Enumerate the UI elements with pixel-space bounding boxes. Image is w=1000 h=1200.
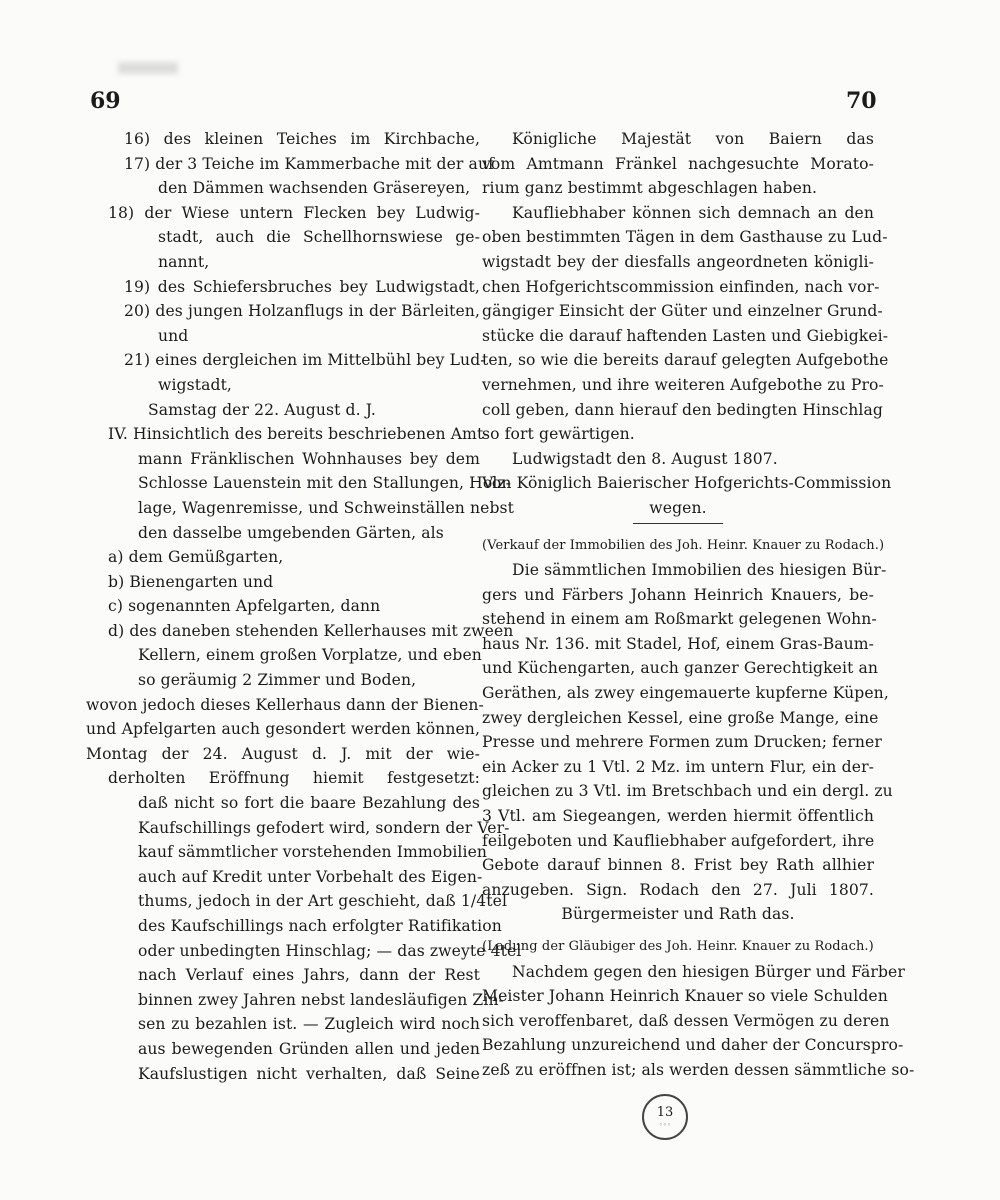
- notice-signature: Bürgermeister und Rath das.: [561, 905, 795, 924]
- text-line: Kaufslustigen nicht verhalten, daß Seine: [138, 1064, 480, 1083]
- text-line: des Kaufschillings nach erfolgter Ratifikation: [138, 917, 502, 935]
- text-line: 17) der 3 Teiche im Kammerbache mit der auf: [124, 154, 494, 173]
- text-line: den dasselbe umgebenden Gärten, als: [138, 523, 444, 542]
- text-line: oder unbedingten Hinschlag; — das zweyte 4tel: [138, 941, 522, 960]
- text-line: stehend in einem am Roßmarkt gelegenen Wohn-: [482, 610, 877, 629]
- text-line: Von Königlich Baierischer Hofgerichts-Commission: [482, 474, 892, 493]
- text-line: Presse und mehrere Formen zum Drucken; ferner: [482, 733, 882, 752]
- text-line: nannt,: [158, 252, 210, 271]
- text-line: mann Fränklischen Wohnhauses bey dem: [138, 449, 480, 468]
- text-line: Gebote darauf binnen 8. Frist bey Rath allhier: [482, 856, 874, 875]
- text-line: sich veroffenbaret, daß dessen Vermögen zu deren: [482, 1011, 890, 1030]
- text-line: a) dem Gemüßgarten,: [108, 548, 284, 567]
- text-line: wegen.: [649, 498, 707, 517]
- text-line: 20) des jungen Holzanflugs in der Bärleiten,: [124, 302, 480, 321]
- text-line: Montag der 24. August d. J. mit der wie-: [86, 744, 480, 763]
- text-line: so fort gewärtigen.: [482, 425, 635, 444]
- notice-ladung-glaeubiger: [482, 960, 915, 1083]
- text-line: Samstag der 22. August d. J.: [148, 400, 376, 419]
- page-number-right: 70: [846, 88, 877, 114]
- text-line: nach Verlauf eines Jahrs, dann der Rest: [138, 966, 480, 985]
- text-line: ten, so wie die bereits darauf gelegten Aufgebothe: [482, 351, 889, 370]
- text-line: kauf sämmtlicher vorstehenden Immobilien: [138, 843, 488, 862]
- text-line: feilgeboten und Kaufliebhaber aufgefordert, ihre: [482, 831, 875, 850]
- notice-heading-ladung: (Ladung der Gläubiger des Joh. Heinr. Knauer zu Rodach.): [482, 939, 874, 954]
- text-line: 19) des Schiefersbruches bey Ludwigstadt,: [124, 277, 480, 296]
- text-line: derholten Eröffnung hiemit festgesetzt:: [108, 769, 480, 788]
- notice-verkauf-knauer: [482, 558, 893, 902]
- text-line: Kaufliebhaber können sich demnach an den: [512, 203, 874, 222]
- text-line: Nachdem gegen den hiesigen Bürger und Färber: [512, 962, 905, 981]
- scan-smudge: [118, 62, 178, 74]
- text-line: ein Acker zu 1 Vtl. 2 Mz. im untern Flur, ein der-: [482, 757, 874, 776]
- archive-stamp: [642, 1094, 688, 1140]
- text-line: daß nicht so fort die baare Bezahlung des: [138, 794, 480, 813]
- text-line: so geräumig 2 Zimmer und Boden,: [138, 671, 417, 690]
- text-line: sen zu bezahlen ist. — Zugleich wird noch: [138, 1015, 480, 1034]
- text-line: 3 Vtl. am Siegeangen, werden hiermit öffentlich: [482, 807, 874, 826]
- text-line: Ludwigstadt den 8. August 1807.: [512, 449, 778, 468]
- text-line: c) sogenannten Apfelgarten, dann: [108, 597, 381, 616]
- text-line: gleichen zu 3 Vtl. im Bretschbach und ein dergl. zu: [482, 782, 893, 801]
- text-line: lage, Wagenremisse, und Schweinställen nebst: [138, 498, 515, 517]
- text-line: und Apfelgarten auch gesondert werden können,: [86, 720, 480, 739]
- stamp-number: 13: [656, 1105, 674, 1120]
- text-line: den Dämmen wachsenden Gräsereyen,: [158, 179, 471, 198]
- text-line: 18) der Wiese untern Flecken bey Ludwig-: [108, 203, 480, 222]
- text-line: und: [158, 326, 189, 345]
- notice-heading-verkauf: (Verkauf der Immobilien des Joh. Heinr. Knauer zu Rodach.): [482, 537, 885, 553]
- text-line: vernehmen, und ihre weiteren Aufgebothe zu Pro-: [482, 375, 884, 394]
- text-line: Kellern, einem großen Vorplatze, und eben: [138, 646, 482, 665]
- text-line: haus Nr. 136. mit Stadel, Hof, einem Gras-Baum-: [482, 634, 875, 653]
- text-line: IV. Hinsichtlich des bereits beschriebenen Amt-: [108, 425, 489, 444]
- text-line: coll geben, dann hierauf den bedingten Hinschlag: [482, 400, 883, 419]
- text-line: zwey dergleichen Kessel, eine große Mange, eine: [482, 708, 879, 727]
- text-line: gers und Färbers Johann Heinrich Knauers, be-: [482, 585, 874, 604]
- text-line: stücke die darauf haftenden Lasten und Giebigkei-: [482, 326, 889, 345]
- text-line: Kaufschillings gefodert wird, sondern der Ver-: [138, 818, 510, 837]
- separator-rule: [633, 523, 723, 524]
- text-line: oben bestimmten Tägen in dem Gasthause zu Lud-: [482, 228, 888, 247]
- text-line: Schlosse Lauenstein mit den Stallungen, Holz-: [138, 474, 512, 493]
- text-line: Bezahlung unzureichend und daher der Concurspro-: [482, 1036, 904, 1055]
- text-line: vom Amtmann Fränkel nachgesuchte Morato-: [482, 154, 874, 173]
- text-line: thums, jedoch in der Art geschieht, daß 1/4tel: [138, 892, 508, 911]
- text-line: aus bewegenden Gründen allen und jeden: [138, 1039, 480, 1058]
- notice-hofgericht: [482, 127, 892, 521]
- text-line: wovon jedoch dieses Kellerhaus dann der Bienen-: [86, 695, 484, 714]
- text-line: wigstadt,: [158, 375, 232, 394]
- text-line: 16) des kleinen Teiches im Kirchbache,: [124, 130, 480, 148]
- stamp-mark: ◦◦◦: [658, 1121, 672, 1129]
- text-line: auch auf Kredit unter Vorbehalt des Eigen-: [138, 867, 483, 886]
- text-line: 21) eines dergleichen im Mittelbühl bey Lud-: [124, 351, 486, 370]
- text-line: anzugeben. Sign. Rodach den 27. Juli 1807.: [482, 880, 874, 899]
- text-line: gängiger Einsicht der Güter und einzelner Grund-: [482, 302, 883, 321]
- text-line: zeß zu eröffnen ist; als werden dessen sämmtliche so-: [482, 1060, 915, 1079]
- text-line: binnen zwey Jahren nebst landesläufigen Zin-: [138, 990, 504, 1009]
- text-line: b) Bienengarten und: [108, 572, 274, 591]
- left-column: [86, 127, 522, 1086]
- text-line: chen Hofgerichtscommission einfinden, nach vor-: [482, 277, 880, 296]
- text-line: und Küchengarten, auch ganzer Gerechtigkeit an: [482, 659, 879, 678]
- text-line: wigstadt bey der diesfalls angeordneten königli-: [482, 252, 874, 271]
- text-line: Die sämmtlichen Immobilien des hiesigen Bür-: [512, 561, 887, 580]
- text-line: d) des daneben stehenden Kellerhauses mit zween: [108, 621, 514, 640]
- right-column: [482, 127, 915, 1083]
- text-line: rium ganz bestimmt abgeschlagen haben.: [482, 179, 818, 198]
- text-line: Meister Johann Heinrich Knauer so viele Schulden: [482, 987, 888, 1006]
- text-line: stadt, auch die Schellhornswiese ge-: [158, 228, 480, 247]
- page-number-left: 69: [90, 88, 121, 114]
- text-line: Königliche Majestät von Baiern das: [512, 130, 874, 148]
- text-line: Geräthen, als zwey eingemauerte kupferne Küpen,: [482, 684, 889, 703]
